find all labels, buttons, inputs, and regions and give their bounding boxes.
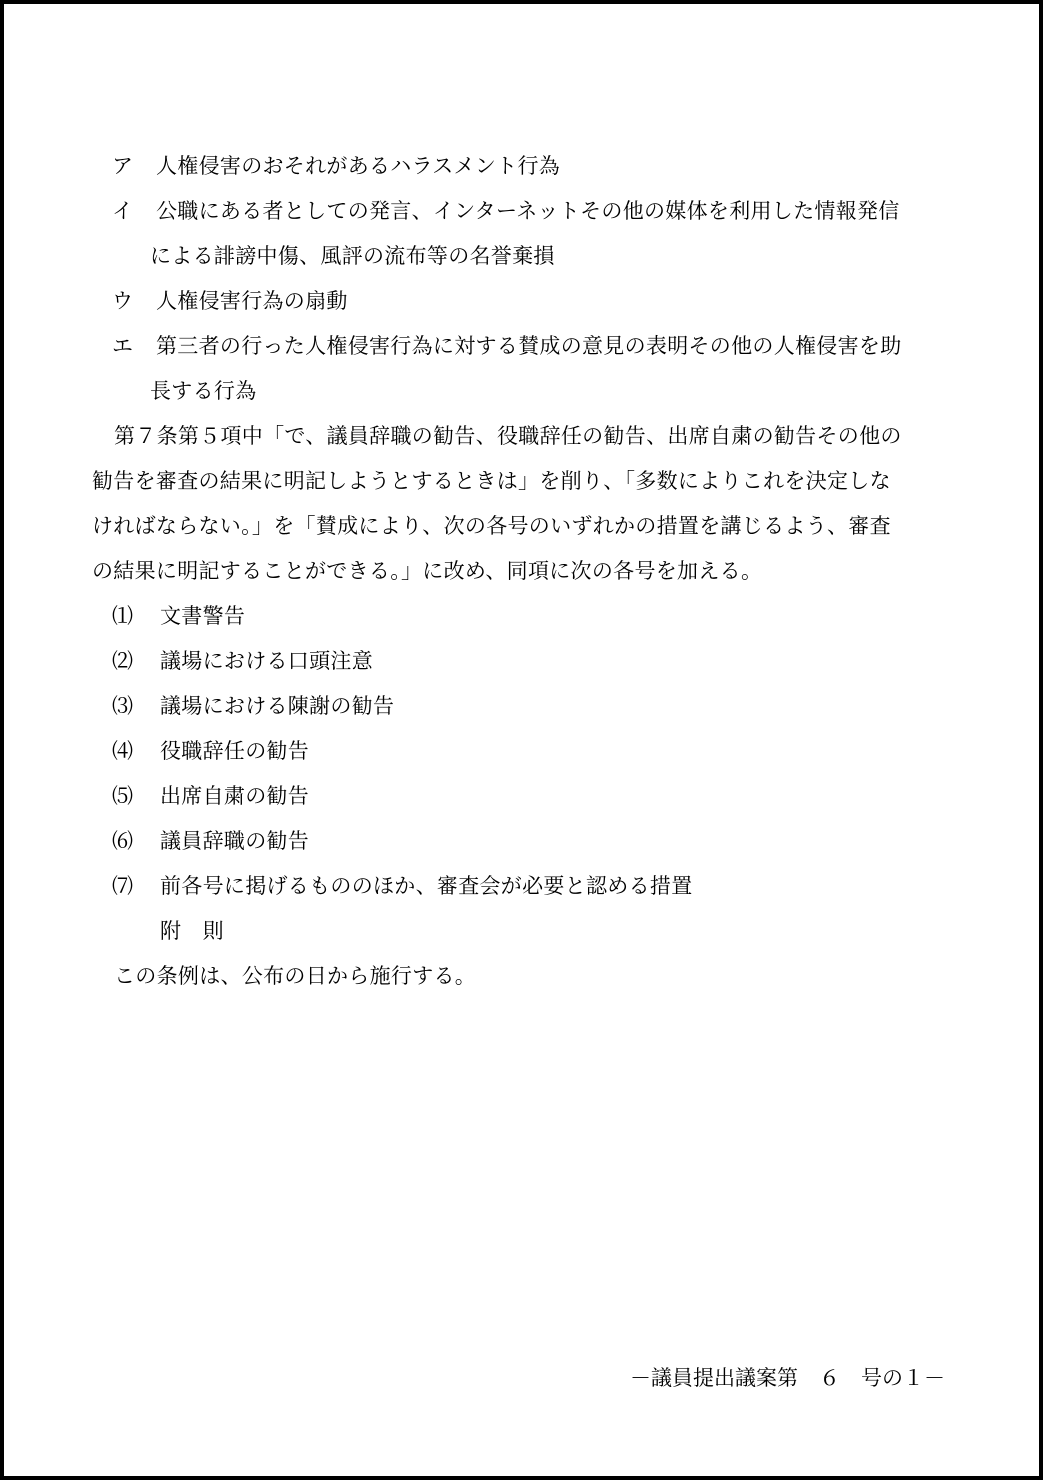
numbered-item-1 xyxy=(112,602,245,630)
page-footer: －議員提出議案第 ６ 号の１－ xyxy=(630,1366,945,1390)
paragraph-line: 第７条第５項中「で、議員辞職の勧告、役職辞任の勧告、出席自粛の勧告その他の xyxy=(114,424,902,448)
item-text: 文書警告 xyxy=(160,604,246,628)
item-label: ア xyxy=(112,154,134,178)
numbered-item-3 xyxy=(112,692,394,720)
item-label: エ xyxy=(112,334,134,358)
paragraph-line: の結果に明記することができる。」に改め、同項に次の各号を加える。 xyxy=(92,559,763,583)
item-number: ⑷ xyxy=(112,739,134,763)
item-number: ⑺ xyxy=(112,874,134,898)
item-number: ⑸ xyxy=(112,784,134,808)
item-text: 長する行為 xyxy=(150,379,257,403)
item-text: 議場における口頭注意 xyxy=(160,649,373,673)
item-label: ウ xyxy=(112,289,134,313)
paragraph-line: 勧告を審査の結果に明記しようとするときは」を削り、「多数によりこれを決定しな xyxy=(92,469,891,493)
item-u xyxy=(112,287,348,315)
item-number: ⑴ xyxy=(112,604,134,628)
item-label: イ xyxy=(112,199,134,223)
numbered-item-6 xyxy=(112,827,309,855)
item-text: 議員辞職の勧告 xyxy=(160,829,310,853)
item-text: 人権侵害のおそれがあるハラスメント行為 xyxy=(156,154,561,178)
item-text: 第三者の行った人権侵害行為に対する賛成の意見の表明その他の人権侵害を助 xyxy=(156,334,902,358)
numbered-item-7 xyxy=(112,872,693,900)
item-text: 公職にある者としての発言、インターネットその他の媒体を利用した情報発信 xyxy=(156,199,900,223)
item-i xyxy=(112,197,900,225)
numbered-item-5 xyxy=(112,782,309,810)
item-e xyxy=(112,332,902,360)
supplementary-text: この条例は、公布の日から施行する。 xyxy=(114,964,477,988)
item-text: による誹謗中傷、風評の流布等の名誉棄損 xyxy=(150,244,555,268)
item-text: 出席自粛の勧告 xyxy=(160,784,310,808)
item-text: 人権侵害行為の扇動 xyxy=(156,289,348,313)
numbered-item-4 xyxy=(112,737,309,765)
item-e-continuation xyxy=(150,377,257,405)
item-text: 前各号に掲げるもののほか、審査会が必要と認める措置 xyxy=(160,874,693,898)
item-number: ⑹ xyxy=(112,829,134,853)
numbered-item-2 xyxy=(112,647,373,675)
supplementary-heading: 附 則 xyxy=(160,919,224,943)
item-text: 役職辞任の勧告 xyxy=(160,739,310,763)
item-i-continuation xyxy=(150,242,555,270)
item-text: 議場における陳謝の勧告 xyxy=(160,694,395,718)
item-a xyxy=(112,152,560,180)
item-number: ⑶ xyxy=(112,694,134,718)
paragraph-line: ければならない。」を「賛成により、次の各号のいずれかの措置を講じるよう、審査 xyxy=(92,514,891,538)
item-number: ⑵ xyxy=(112,649,134,673)
